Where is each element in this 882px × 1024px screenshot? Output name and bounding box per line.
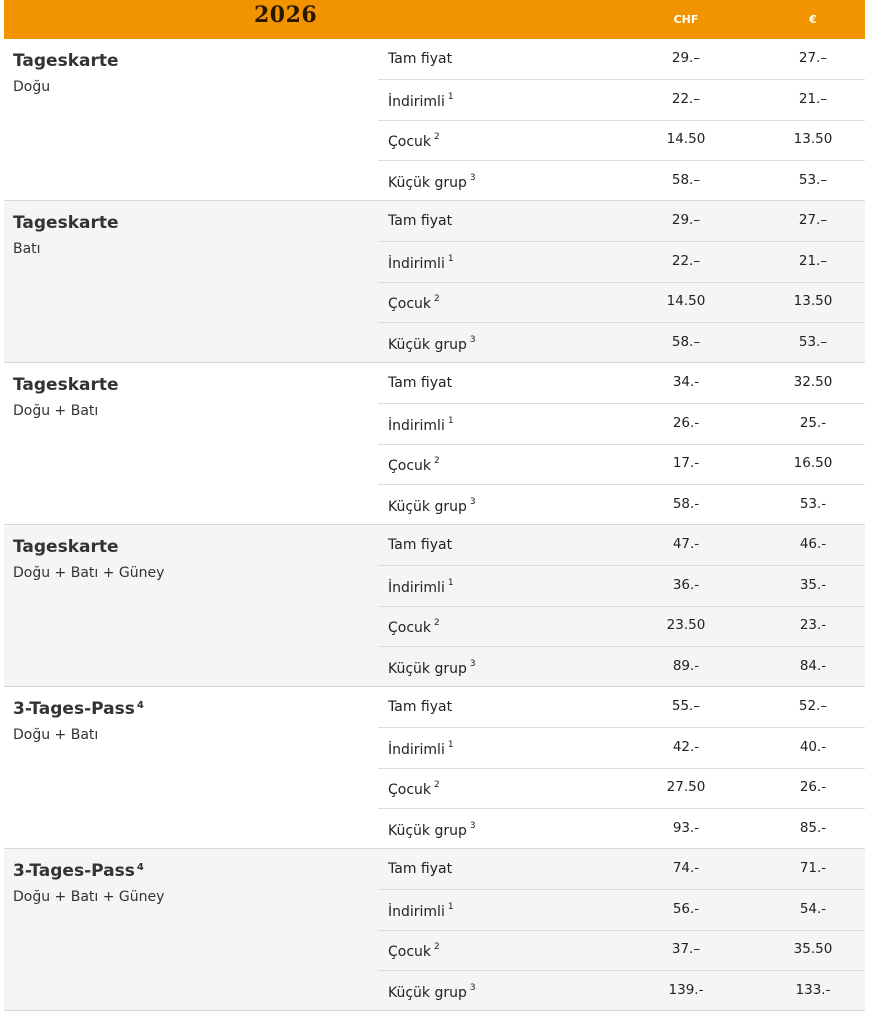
footnote-marker: 3 <box>469 658 476 669</box>
price-group <box>4 39 865 201</box>
fare-type-label: Küçük grup <box>388 498 467 515</box>
table-row <box>378 201 865 242</box>
group-zone: Doğu + Batı + Güney <box>13 565 165 581</box>
price-chf: 89.- <box>672 657 700 674</box>
group-zone: Doğu <box>13 79 51 95</box>
fare-type-label: Tam fiyat <box>388 51 453 67</box>
column-header-chf: CHF <box>673 13 699 26</box>
price-group <box>4 201 865 363</box>
price-eur: 26.- <box>799 779 827 795</box>
table-row <box>378 120 865 161</box>
fare-type-label: Küçük grup <box>388 660 467 677</box>
fare-type-label: Küçük grup <box>388 984 467 1001</box>
fare-type <box>388 92 454 110</box>
group-title <box>13 699 144 719</box>
fare-type <box>388 132 440 150</box>
footnote-marker: 1 <box>447 577 454 588</box>
table-row <box>378 161 865 201</box>
price-chf: 29.– <box>671 212 701 228</box>
fare-type <box>388 699 452 715</box>
price-eur: 13.50 <box>793 293 833 309</box>
table-row <box>378 809 865 849</box>
price-eur: 16.50 <box>793 455 833 471</box>
fare-type-label: Çocuk <box>388 134 432 150</box>
price-chf: 56.- <box>672 900 700 917</box>
fare-type-label: İndirimli <box>388 579 445 596</box>
group-title <box>13 51 119 71</box>
table-row <box>378 647 865 687</box>
footnote-marker: 1 <box>447 739 454 750</box>
price-eur: 27.– <box>798 212 828 228</box>
price-eur: 32.50 <box>793 374 833 390</box>
price-chf: 37.– <box>671 941 701 957</box>
price-chf: 27.50 <box>666 779 706 795</box>
fare-type <box>388 659 476 677</box>
fare-type-label: Tam fiyat <box>388 861 453 877</box>
price-chf: 29.– <box>671 50 701 66</box>
fare-type-label: İndirimli <box>388 255 445 272</box>
price-eur: 25.- <box>799 414 827 431</box>
price-chf: 22.– <box>671 252 701 269</box>
footnote-marker: 2 <box>434 132 440 142</box>
fare-type-label: Çocuk <box>388 620 432 636</box>
price-group <box>4 687 865 849</box>
table-row <box>378 363 865 404</box>
price-eur: 53.- <box>799 495 827 512</box>
group-zone: Doğu + Batı + Güney <box>13 889 165 905</box>
table-row <box>378 890 865 931</box>
price-eur: 71.- <box>799 860 827 876</box>
fare-type <box>388 942 440 960</box>
price-group <box>4 363 865 525</box>
table-row <box>378 39 865 80</box>
price-chf: 36.- <box>672 576 700 593</box>
price-eur: 85.- <box>799 819 827 836</box>
footnote-marker: 2 <box>434 618 440 628</box>
fare-type <box>388 983 476 1001</box>
fare-type-label: Tam fiyat <box>388 213 453 229</box>
footnote-marker: 2 <box>434 942 440 952</box>
fare-type <box>388 456 440 474</box>
group-divider <box>4 1010 865 1011</box>
price-chf: 17.- <box>672 455 700 471</box>
price-eur: 40.- <box>799 738 827 755</box>
footnote-marker: 3 <box>469 982 476 993</box>
fare-type-label: İndirimli <box>388 741 445 758</box>
price-eur: 21.– <box>798 90 828 107</box>
fare-type-label: Çocuk <box>388 458 432 474</box>
table-row <box>378 323 865 363</box>
fare-type <box>388 51 452 67</box>
table-row <box>378 525 865 566</box>
table-row <box>378 444 865 485</box>
footnote-marker: 3 <box>469 820 476 831</box>
fare-type <box>388 821 476 839</box>
table-row <box>378 768 865 809</box>
fare-type <box>388 173 476 191</box>
footnote-marker: 1 <box>447 901 454 912</box>
price-eur: 53.– <box>798 333 828 350</box>
table-row <box>378 687 865 728</box>
table-row <box>378 606 865 647</box>
group-title <box>13 537 119 557</box>
price-chf: 139.- <box>668 981 704 998</box>
fare-type-label: Küçük grup <box>388 822 467 839</box>
price-chf: 23.50 <box>666 617 706 633</box>
table-row <box>378 930 865 971</box>
price-chf: 74.- <box>672 860 700 876</box>
table-row <box>378 566 865 607</box>
group-title-text: Tageskarte <box>13 213 119 233</box>
year-heading: 2026 <box>254 2 318 28</box>
price-chf: 26.- <box>672 414 700 431</box>
price-eur: 35.50 <box>793 941 833 957</box>
fare-type-label: Tam fiyat <box>388 375 453 391</box>
footnote-marker: 1 <box>447 91 454 102</box>
column-header-eur: € <box>809 13 817 26</box>
footnote-marker: 1 <box>447 415 454 426</box>
fare-type <box>388 294 440 312</box>
price-eur: 46.- <box>799 536 827 552</box>
price-chf: 93.- <box>672 819 700 836</box>
price-eur: 23.- <box>799 617 827 633</box>
group-zone: Doğu + Batı <box>13 727 99 743</box>
fare-type-label: İndirimli <box>388 417 445 434</box>
group-zone: Doğu + Batı <box>13 403 99 419</box>
fare-type <box>388 578 454 596</box>
table-row <box>378 404 865 445</box>
price-chf: 22.– <box>671 90 701 107</box>
footnote-marker: 2 <box>434 294 440 304</box>
price-chf: 42.- <box>672 738 700 755</box>
fare-type-label: Tam fiyat <box>388 537 453 553</box>
price-chf: 14.50 <box>666 293 706 309</box>
price-chf: 55.– <box>671 698 701 714</box>
fare-type <box>388 335 476 353</box>
price-eur: 54.- <box>799 900 827 917</box>
price-group <box>4 525 865 687</box>
table-row <box>378 849 865 890</box>
fare-type <box>388 497 476 515</box>
table-row <box>378 80 865 121</box>
fare-type-label: Çocuk <box>388 782 432 798</box>
fare-type <box>388 416 454 434</box>
footnote-marker: 4 <box>136 862 144 873</box>
price-eur: 13.50 <box>793 131 833 147</box>
fare-type-label: Küçük grup <box>388 336 467 353</box>
group-title-text: Tageskarte <box>13 51 119 71</box>
table-row <box>378 282 865 323</box>
fare-type <box>388 375 452 391</box>
price-eur: 133.- <box>795 981 831 998</box>
footnote-marker: 2 <box>434 456 440 466</box>
footnote-marker: 4 <box>136 700 144 711</box>
fare-type-label: İndirimli <box>388 93 445 110</box>
price-chf: 58.– <box>671 171 701 188</box>
group-title <box>13 213 119 233</box>
price-eur: 53.– <box>798 171 828 188</box>
fare-type-label: Küçük grup <box>388 174 467 191</box>
table-row <box>378 728 865 769</box>
group-title-text: 3-Tages-Pass <box>13 699 135 719</box>
group-title-text: Tageskarte <box>13 537 119 557</box>
price-eur: 27.– <box>798 50 828 66</box>
group-zone: Batı <box>13 241 41 257</box>
fare-type-label: Çocuk <box>388 296 432 312</box>
fare-type <box>388 902 454 920</box>
group-title <box>13 861 144 881</box>
fare-type <box>388 537 452 553</box>
fare-type <box>388 254 454 272</box>
price-eur: 35.- <box>799 576 827 593</box>
fare-type <box>388 740 454 758</box>
price-eur: 52.– <box>798 698 828 714</box>
price-eur: 84.- <box>799 657 827 674</box>
fare-type-label: İndirimli <box>388 903 445 920</box>
group-title <box>13 375 119 395</box>
price-chf: 14.50 <box>666 131 706 147</box>
footnote-marker: 3 <box>469 496 476 507</box>
footnote-marker: 3 <box>469 172 476 183</box>
fare-type <box>388 618 440 636</box>
table-row <box>378 242 865 283</box>
table-header <box>4 0 865 39</box>
footnote-marker: 1 <box>447 253 454 264</box>
fare-type <box>388 861 452 877</box>
price-chf: 58.– <box>671 333 701 350</box>
fare-type <box>388 780 440 798</box>
group-title-text: 3-Tages-Pass <box>13 861 135 881</box>
price-chf: 58.- <box>672 495 700 512</box>
table-row <box>378 971 865 1011</box>
footnote-marker: 2 <box>434 780 440 790</box>
fare-type <box>388 213 452 229</box>
group-title-text: Tageskarte <box>13 375 119 395</box>
price-group <box>4 849 865 1011</box>
fare-type-label: Çocuk <box>388 944 432 960</box>
price-chf: 34.- <box>672 374 700 390</box>
price-eur: 21.– <box>798 252 828 269</box>
footnote-marker: 3 <box>469 334 476 345</box>
fare-type-label: Tam fiyat <box>388 699 453 715</box>
table-row <box>378 485 865 525</box>
price-chf: 47.- <box>672 536 700 552</box>
